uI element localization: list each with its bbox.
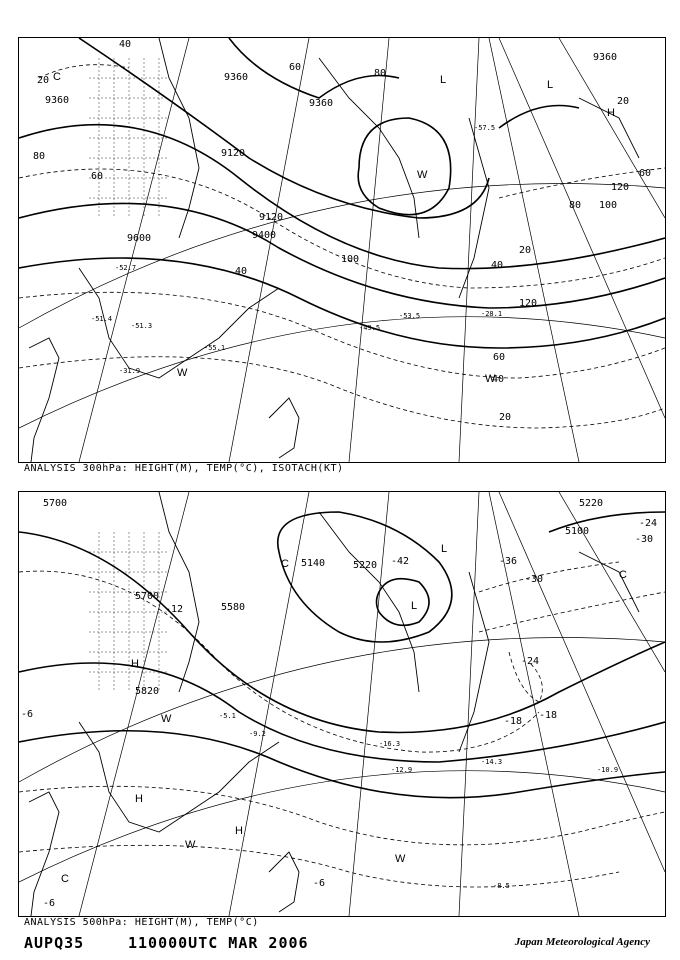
- isotach-label: 40: [235, 266, 248, 277]
- height-label: 5700: [135, 591, 160, 602]
- isotherm-label: -18: [504, 716, 523, 727]
- parallel-lines: [19, 638, 665, 883]
- temp-label: -9.2: [249, 730, 266, 738]
- temp-label: -51.3: [131, 322, 153, 330]
- isotherm-label: -42: [391, 556, 410, 567]
- isotach-label: 60: [493, 352, 506, 363]
- isotach-label: 20: [617, 96, 630, 107]
- cold-center-mark: C: [61, 873, 69, 885]
- temp-label: -12.9: [391, 766, 413, 774]
- temp-label: -31.9: [119, 367, 141, 375]
- low-center-mark: L: [411, 600, 418, 612]
- map-500hpa-drawing: [19, 492, 665, 916]
- height-contours: [19, 512, 665, 798]
- isotherm-label: -6: [43, 898, 56, 909]
- map-300hpa: [18, 37, 666, 463]
- temp-label: -51.4: [91, 315, 113, 323]
- bottom-isotherm-labels: [21, 518, 657, 909]
- isotach-label: 60: [91, 171, 104, 182]
- temp-label: -8.5: [493, 882, 510, 890]
- temp-label: -28.1: [481, 310, 503, 318]
- hatch-area: [89, 532, 169, 692]
- low-center-mark: L: [547, 79, 554, 91]
- chart-code: AUPQ35: [24, 934, 85, 952]
- isotach-label: 40: [119, 39, 132, 50]
- isotach-label: 20: [519, 245, 532, 256]
- coastlines: [29, 492, 639, 916]
- high-center-mark: H: [135, 793, 143, 805]
- temp-label: -5.1: [219, 712, 236, 720]
- bottom-height-labels: [43, 498, 603, 697]
- warm-center-mark: W: [177, 367, 188, 379]
- isotherm-label: -12: [165, 604, 184, 615]
- isotherm-label: -36: [499, 556, 518, 567]
- temp-label: -57.5: [474, 124, 496, 132]
- height-label: 9120: [259, 212, 284, 223]
- isotach-label: 80: [569, 200, 582, 211]
- temp-label: -16.3: [379, 740, 401, 748]
- temp-label: -55.1: [204, 344, 226, 352]
- isotach-label: 80: [33, 151, 46, 162]
- isotherm-label: -24: [639, 518, 658, 529]
- top-temp-labels: [91, 124, 502, 375]
- isotach-label: 20: [499, 412, 512, 423]
- meridian-lines: [79, 38, 665, 462]
- warm-center-mark: W: [485, 373, 496, 385]
- height-label: 5220: [579, 498, 604, 509]
- cold-center-mark: C: [53, 71, 61, 83]
- bottom-temp-labels: [219, 712, 618, 890]
- isotach-label: 60: [289, 62, 302, 73]
- height-label: 9360: [309, 98, 334, 109]
- height-label: 5220: [353, 560, 378, 571]
- height-label: 5580: [221, 602, 246, 613]
- isotach-label: 40: [491, 260, 504, 271]
- temp-label: -14.3: [481, 758, 503, 766]
- isotach-label: 120: [611, 182, 630, 193]
- height-label: 5140: [301, 558, 326, 569]
- caption-300hpa: ANALYSIS 300hPa: HEIGHT(M), TEMP(°C), ISOTACH(KT): [24, 463, 344, 474]
- high-center-mark: H: [235, 825, 243, 837]
- warm-center-mark: W: [185, 839, 196, 851]
- isotach-label: 20: [37, 75, 50, 86]
- temp-label: -49.5: [359, 324, 381, 332]
- isotach-label: 60: [639, 168, 652, 179]
- coastlines: [29, 38, 639, 462]
- isotach-label: 120: [519, 298, 538, 309]
- temp-label: -52.7: [115, 264, 137, 272]
- warm-center-mark: W: [417, 169, 428, 181]
- cold-center-mark: C: [619, 569, 627, 581]
- isotherm-label: -24: [521, 656, 540, 667]
- height-label: 5820: [135, 686, 160, 697]
- high-center-mark: H: [607, 107, 615, 119]
- height-label: 9360: [224, 72, 249, 83]
- temp-label: -53.5: [399, 312, 421, 320]
- height-label: 9360: [593, 52, 618, 63]
- isotach-label: 80: [374, 68, 387, 79]
- isotherm-label: -6: [313, 878, 326, 889]
- top-height-labels: [45, 52, 617, 244]
- isotherm-label: -30: [635, 534, 654, 545]
- isotherm-label: -18: [539, 710, 558, 721]
- low-center-mark: L: [441, 543, 448, 555]
- isotach-label: 100: [599, 200, 618, 211]
- isotach-label: 40: [492, 374, 505, 385]
- low-center-mark: L: [440, 74, 447, 86]
- height-label: 9600: [127, 233, 152, 244]
- isotherm-label: -30: [525, 574, 544, 585]
- cold-center-mark: C: [281, 558, 289, 570]
- height-contours: [19, 38, 665, 348]
- high-center-mark: H: [131, 658, 139, 670]
- isotach-label: 100: [341, 254, 360, 265]
- height-label: 5100: [565, 526, 590, 537]
- isotach-contours: [19, 65, 665, 428]
- height-label: 5700: [43, 498, 68, 509]
- isotherm-label: -6: [21, 709, 34, 720]
- height-label: 9120: [221, 148, 246, 159]
- analysis-time: 110000UTC MAR 2006: [128, 934, 309, 952]
- caption-500hpa: ANALYSIS 500hPa: HEIGHT(M), TEMP(°C): [24, 917, 259, 928]
- temperature-isotherms: [19, 562, 665, 887]
- height-label: 9360: [45, 95, 70, 106]
- agency-name: Japan Meteorological Agency: [514, 936, 650, 948]
- map-300hpa-drawing: [19, 38, 665, 462]
- hatch-area: [89, 58, 169, 218]
- height-label: 9400: [252, 230, 277, 241]
- warm-center-mark: W: [161, 713, 172, 725]
- map-500hpa: [18, 491, 666, 917]
- meridian-lines: [79, 492, 665, 916]
- temp-label: -10.9: [597, 766, 619, 774]
- parallel-lines: [19, 184, 665, 429]
- warm-center-mark: W: [395, 853, 406, 865]
